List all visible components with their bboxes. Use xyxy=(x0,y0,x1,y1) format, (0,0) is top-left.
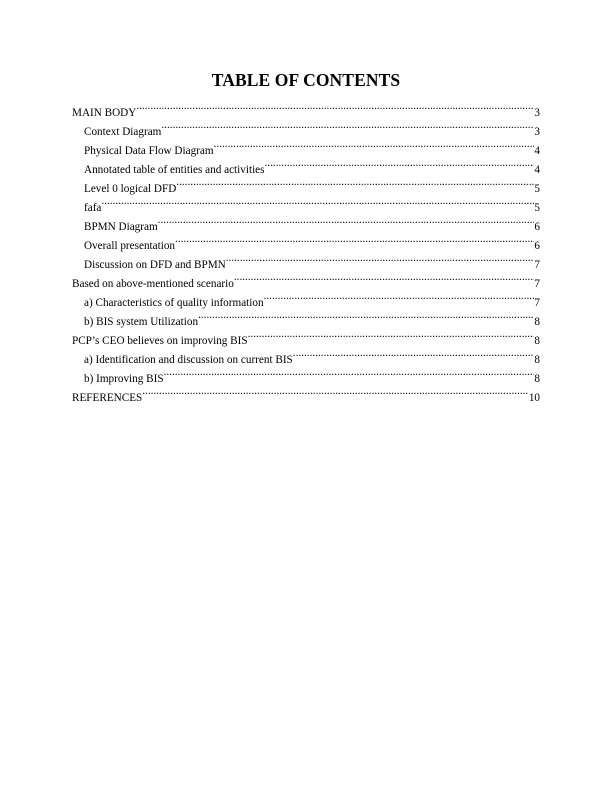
toc-entry-page: 3 xyxy=(534,107,540,119)
toc-entry-label: Overall presentation xyxy=(84,240,176,252)
dot-leader xyxy=(214,135,535,154)
dot-leader xyxy=(248,325,535,344)
dot-leader xyxy=(158,211,535,230)
toc-entry-page: 7 xyxy=(534,278,540,290)
dot-leader xyxy=(226,249,535,268)
dot-leader xyxy=(176,173,534,192)
toc-entry-page: 3 xyxy=(534,126,540,138)
toc-entry-context-diagram[interactable] xyxy=(72,116,540,138)
toc-entry-label: Physical Data Flow Diagram xyxy=(84,145,214,157)
dot-leader xyxy=(101,192,534,211)
toc-entry-page: 4 xyxy=(534,145,540,157)
dot-leader xyxy=(265,154,535,173)
dot-leader xyxy=(164,363,535,382)
toc-entry-label: REFERENCES xyxy=(72,392,143,404)
toc-entry-label: b) BIS system Utilization xyxy=(84,316,199,328)
toc-entry-label: MAIN BODY xyxy=(72,107,137,119)
toc-entry-label: a) Characteristics of quality information xyxy=(84,297,264,309)
dot-leader xyxy=(175,230,534,249)
toc-entry-bpmn-diagram[interactable] xyxy=(72,211,540,233)
toc-entry-label: a) Identification and discussion on current BIS xyxy=(84,354,293,366)
dot-leader xyxy=(264,287,535,306)
toc-entry-fafa[interactable] xyxy=(72,192,540,214)
toc-entry-page: 8 xyxy=(534,335,540,347)
toc-entry-label: Context Diagram xyxy=(84,126,162,138)
toc-entry-references[interactable] xyxy=(72,382,540,404)
toc-entry-label: b) Improving BIS xyxy=(84,373,164,385)
toc-entry-page: 7 xyxy=(534,297,540,309)
toc-entry-page: 5 xyxy=(534,202,540,214)
toc-entry-label: Annotated table of entities and activities xyxy=(84,164,265,176)
toc-entry-page: 8 xyxy=(534,354,540,366)
dot-leader xyxy=(198,306,534,325)
page-title: TABLE OF CONTENTS xyxy=(211,70,401,90)
toc-entry-page: 7 xyxy=(534,259,540,271)
toc-entry-page: 5 xyxy=(534,183,540,195)
toc-entry-main-body[interactable] xyxy=(72,97,540,119)
dot-leader xyxy=(136,97,534,116)
toc-entry-label: Level 0 logical DFD xyxy=(84,183,177,195)
table-of-contents xyxy=(72,97,540,404)
toc-entry-label: fafa xyxy=(84,202,102,214)
toc-entry-page: 6 xyxy=(534,221,540,233)
toc-entry-page: 8 xyxy=(534,316,540,328)
toc-entry-page: 6 xyxy=(534,240,540,252)
toc-entry-page: 8 xyxy=(534,373,540,385)
toc-entry-label: Discussion on DFD and BPMN xyxy=(84,259,226,271)
dot-leader xyxy=(293,344,535,363)
toc-entry-label: PCP’s CEO believes on improving BIS xyxy=(72,335,248,347)
dot-leader xyxy=(161,116,534,135)
toc-entry-page: 4 xyxy=(534,164,540,176)
toc-entry-label: BPMN Diagram xyxy=(84,221,158,233)
dot-leader xyxy=(234,268,535,287)
toc-entry-label: Based on above-mentioned scenario xyxy=(72,278,234,290)
dot-leader xyxy=(142,382,529,401)
toc-entry-page: 10 xyxy=(528,392,540,404)
